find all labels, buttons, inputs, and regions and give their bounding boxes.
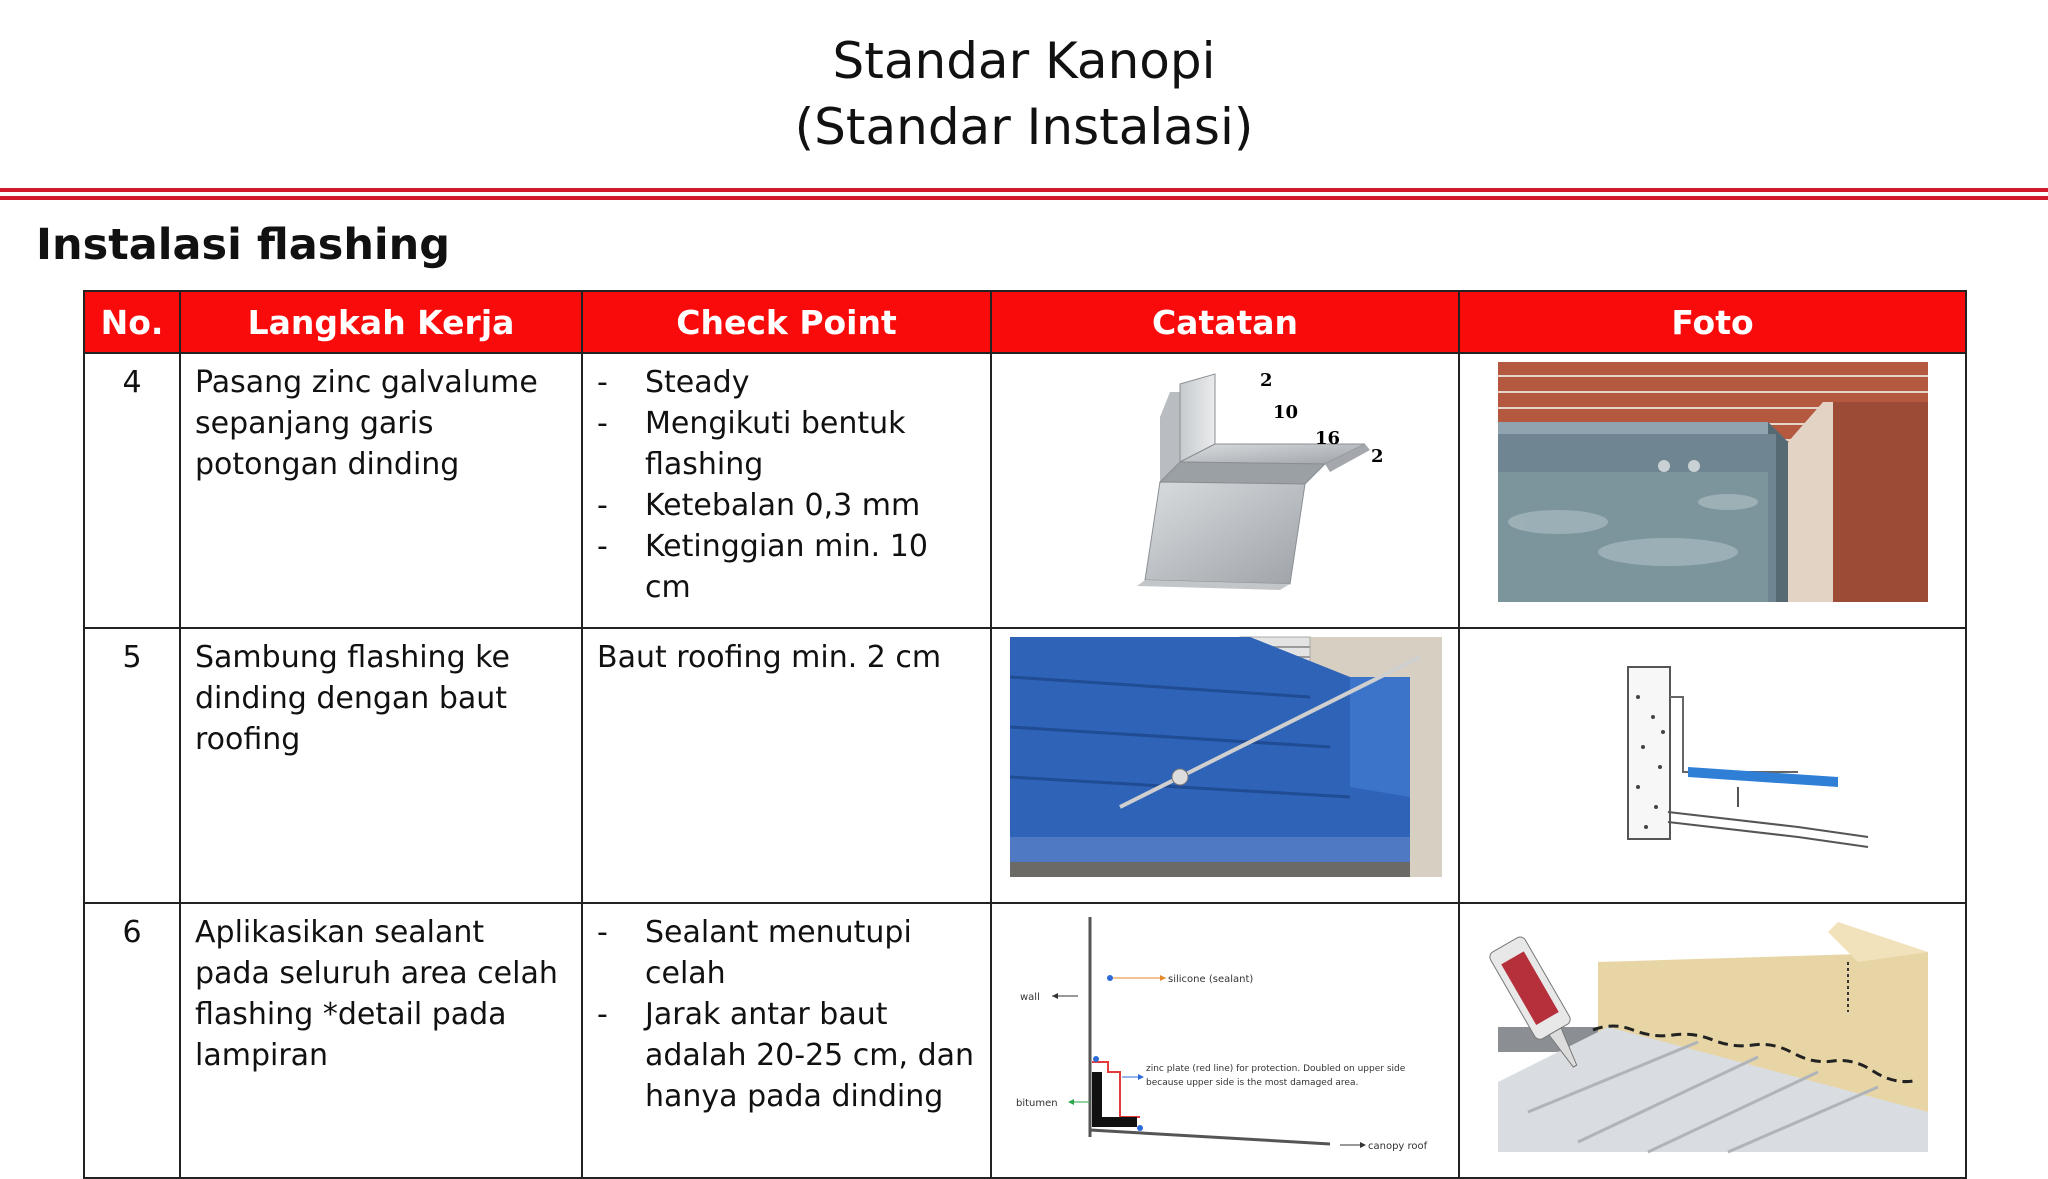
catatan-cell	[991, 903, 1459, 1178]
table-header-row	[84, 291, 1966, 353]
installation-table	[83, 290, 1967, 1179]
check-point-item: - Jarak antar baut adalah 20-25 cm, dan hanya pada dinding	[597, 994, 976, 1117]
table-row	[84, 903, 1966, 1178]
diagram-label-silicone: silicone (sealant)	[1168, 974, 1254, 985]
step-text: Sambung flashing ke dinding dengan baut roofing	[180, 628, 582, 903]
table-row	[84, 353, 1966, 628]
title-line-1: Standar Kanopi	[832, 32, 1216, 90]
header-rule	[0, 196, 2048, 200]
sealant-gun-on-roof-drawing	[1498, 912, 1928, 1152]
check-point-item: - Sealant menutupi celah	[597, 912, 976, 994]
column-header-foto: Foto	[1459, 291, 1966, 353]
column-header-check-point: Check Point	[582, 291, 991, 353]
column-header-no: No.	[84, 291, 180, 353]
column-header-catatan: Catatan	[991, 291, 1459, 353]
diagram-label-zinc-plate: because upper side is the most damaged area.	[1146, 1078, 1359, 1088]
catatan-cell	[991, 353, 1459, 628]
flashing-on-brick-wall-photo	[1498, 362, 1928, 602]
diagram-label-canopy: canopy roof	[1368, 1141, 1428, 1152]
dimension-label: 10	[1273, 402, 1299, 423]
catatan-cell	[991, 628, 1459, 903]
check-point-item: - Mengikuti bentuk flashing	[597, 403, 976, 485]
foto-cell	[1459, 353, 1966, 628]
foto-cell	[1459, 628, 1966, 903]
column-header-langkah-kerja: Langkah Kerja	[180, 291, 582, 353]
step-text: Pasang zinc galvalume sepanjang garis potongan dinding	[180, 353, 582, 628]
dimension-label: 16	[1315, 428, 1341, 449]
sealant-section-diagram	[1000, 912, 1450, 1157]
title-line-2: (Standar Instalasi)	[794, 98, 1254, 156]
check-point-item: - Ketinggian min. 10 cm	[597, 526, 976, 608]
check-point-text: Baut roofing min. 2 cm	[582, 628, 991, 903]
row-number: 6	[84, 903, 180, 1178]
blue-canopy-flashing-photo	[1010, 637, 1442, 877]
row-number: 5	[84, 628, 180, 903]
check-point-cell	[582, 353, 991, 628]
step-text: Aplikasikan sealant pada seluruh area celah flashing *detail pada lampiran	[180, 903, 582, 1178]
diagram-label-wall: wall	[1020, 992, 1040, 1003]
table-row	[84, 628, 1966, 903]
check-point-item: - Steady	[597, 362, 976, 403]
row-number: 4	[84, 353, 180, 628]
wall-bolt-section-drawing	[1498, 637, 1928, 877]
header-rule	[0, 188, 2048, 192]
foto-cell	[1459, 903, 1966, 1178]
dimension-label: 2	[1260, 370, 1273, 391]
check-point-cell	[582, 903, 991, 1178]
page-title	[0, 28, 2048, 160]
diagram-label-zinc-plate: zinc plate (red line) for protection. Doubled on upper side	[1146, 1064, 1406, 1074]
check-point-item: - Ketebalan 0,3 mm	[597, 485, 976, 526]
section-title: Instalasi flashing	[36, 220, 451, 270]
dimension-label: 2	[1371, 446, 1384, 467]
z-flashing-profile-drawing	[1075, 362, 1384, 594]
diagram-label-bitumen: bitumen	[1016, 1098, 1058, 1109]
